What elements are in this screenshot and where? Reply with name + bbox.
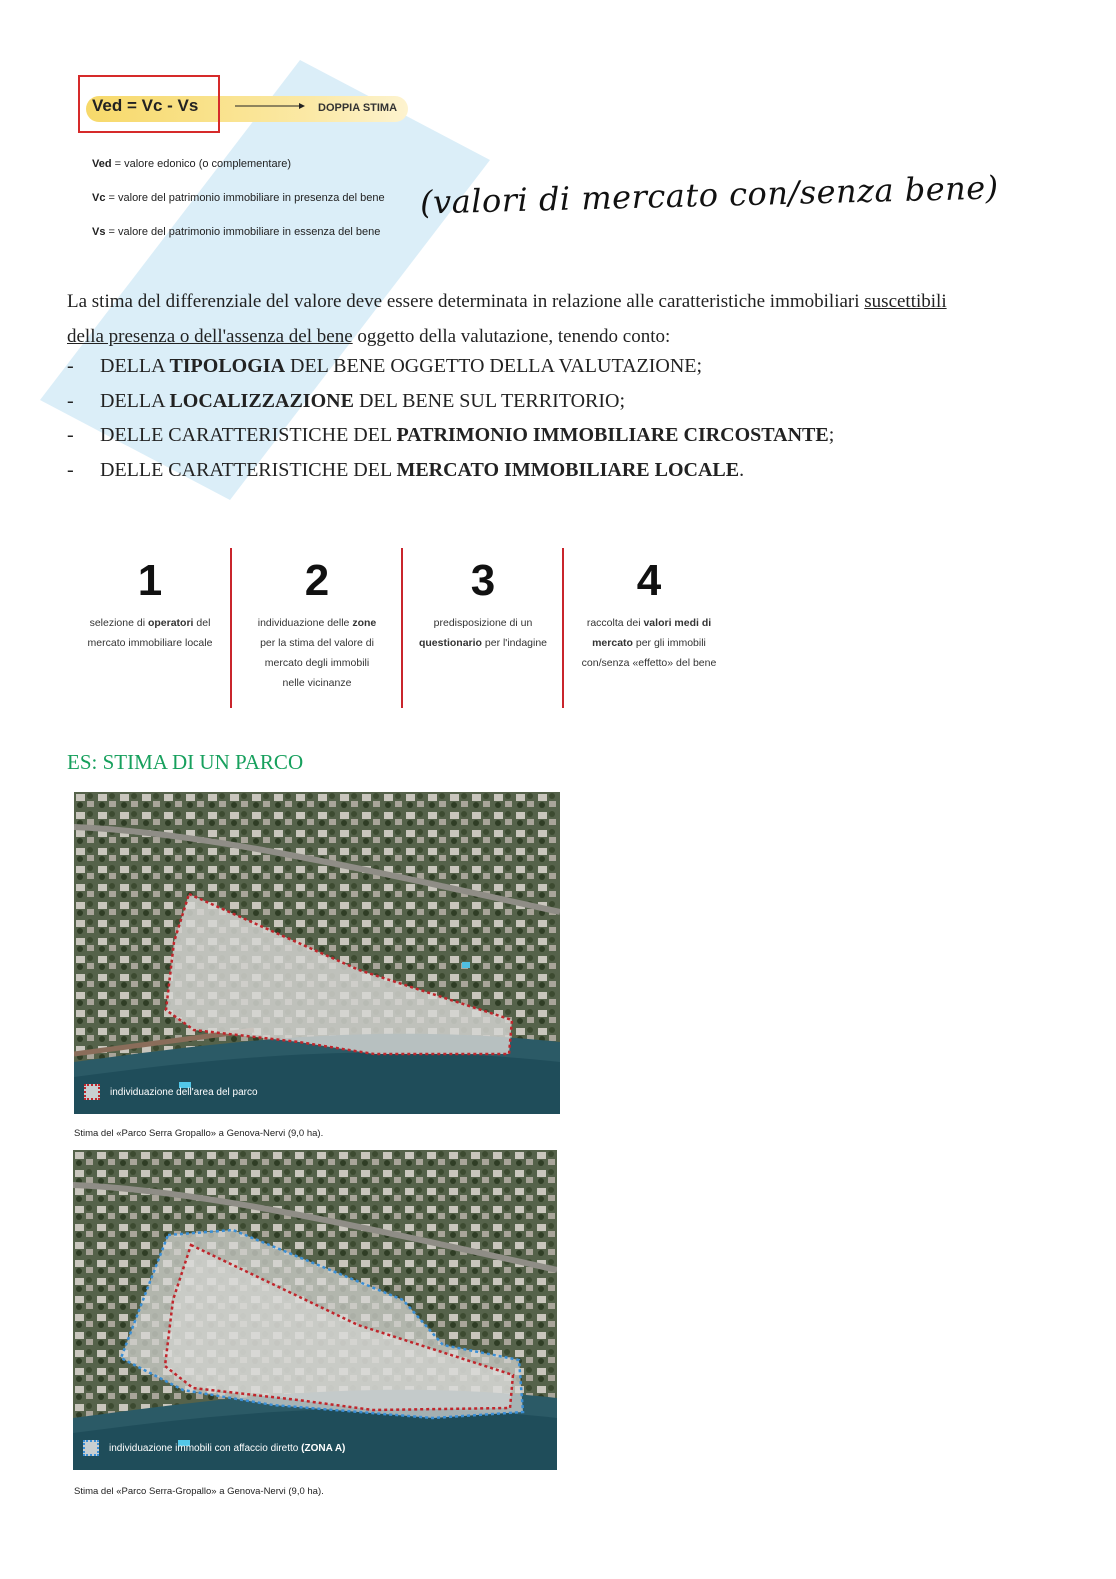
step-number: 1 [137,556,163,605]
section-title: ES: STIMA DI UN PARCO [67,750,304,774]
legend-label: individuazione immobili con affaccio diretto (ZONA A) [109,1442,346,1454]
aerial-map-zone-a [73,1150,557,1470]
step-divider [230,548,232,708]
step-2 [236,555,398,693]
step-description: predisposizione di un questionario per l'indagine [418,617,548,649]
definition-ved: Ved = valore edonico (o complementare) [92,158,292,170]
step-number: 4 [636,556,662,605]
step-divider [562,548,564,708]
formula-tag: DOPPIA STIMA [318,102,398,114]
step-description: individuazione delle zone per la stima del valore di mercato degli immobili nelle vicinanze [257,617,377,689]
step-description: selezione di operatori del mercato immobiliare locale [87,617,213,649]
step-3 [406,555,560,653]
step-1 [70,555,230,653]
handwritten-note: (valori di mercato con/senza bene) [419,168,1000,222]
legend-label: individuazione dell'area del parco [110,1086,258,1098]
step-description: raccolta dei valori medi di mercato per gli immobili con/senza «effetto» del bene [581,617,717,669]
definition-vc: Vc = valore del patrimonio immobiliare in presenza del bene [92,192,385,204]
step-number: 2 [304,556,330,605]
arrow-right-icon [235,101,305,111]
map-legend [84,1084,258,1100]
step-4 [568,555,730,673]
map-legend [83,1440,345,1456]
step-divider [401,548,403,708]
map-caption: Stima del «Parco Serra Gropallo» a Genova-Nervi (9,0 ha). [74,1128,324,1139]
step-number: 3 [470,556,496,605]
legend-swatch [83,1440,99,1456]
intro-paragraph: La stima del differenziale del valore deve essere determinata in relazione alle caratteristiche immobiliari suscettibili della presenza o dell'assenza del bene oggetto della valutazione, tenendo conto: [67,291,947,347]
formula-equation: Ved = Vc - Vs [92,96,199,115]
definition-vs: Vs = valore del patrimonio immobiliare in essenza del bene [92,226,381,238]
map-caption: Stima del «Parco Serra-Gropallo» a Genova-Nervi (9,0 ha). [74,1486,324,1497]
aerial-map-park-area [74,792,560,1114]
legend-swatch [84,1084,100,1100]
